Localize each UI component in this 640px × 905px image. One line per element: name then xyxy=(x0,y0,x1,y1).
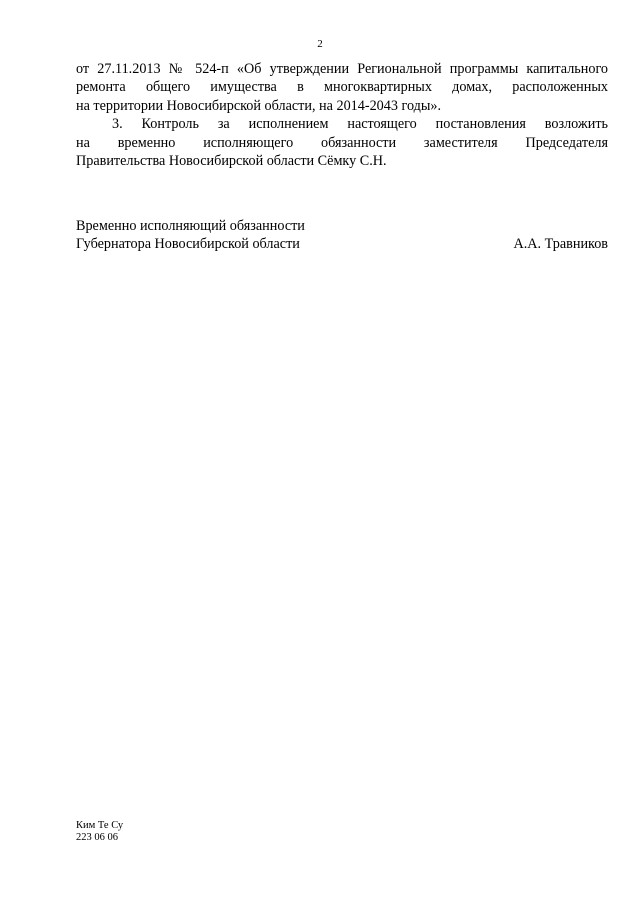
signature-name: А.А. Травников xyxy=(513,236,608,253)
body-line-6: Правительства Новосибирской области Сёмку С.Н. xyxy=(76,152,387,169)
signature-block xyxy=(76,217,608,254)
body-line-3: на территории Новосибирской области, на 2014-2043 годы». xyxy=(76,97,442,114)
page-number: 2 xyxy=(317,38,323,50)
document-body xyxy=(76,60,608,170)
signature-row-1 xyxy=(76,217,608,235)
body-line-2: ремонта общего имущества в многоквартирных домах, расположенных xyxy=(76,79,608,96)
executor-block xyxy=(76,820,123,844)
body-line-5: на временно исполняющего обязанности заместителя Председателя xyxy=(76,134,608,151)
executor-phone: 223 06 06 xyxy=(76,832,118,843)
signature-row-2 xyxy=(76,235,608,253)
signature-position-line2: Губернатора Новосибирской области xyxy=(76,236,300,253)
body-line-1: от 27.11.2013 № 524-п «Об утверждении Региональной программы капитального xyxy=(76,61,608,77)
body-line-4: 3. Контроль за исполнением настоящего постановления возложить xyxy=(112,116,608,133)
signature-position-line1: Временно исполняющий обязанности xyxy=(76,218,305,234)
executor-name: Ким Те Су xyxy=(76,820,124,831)
